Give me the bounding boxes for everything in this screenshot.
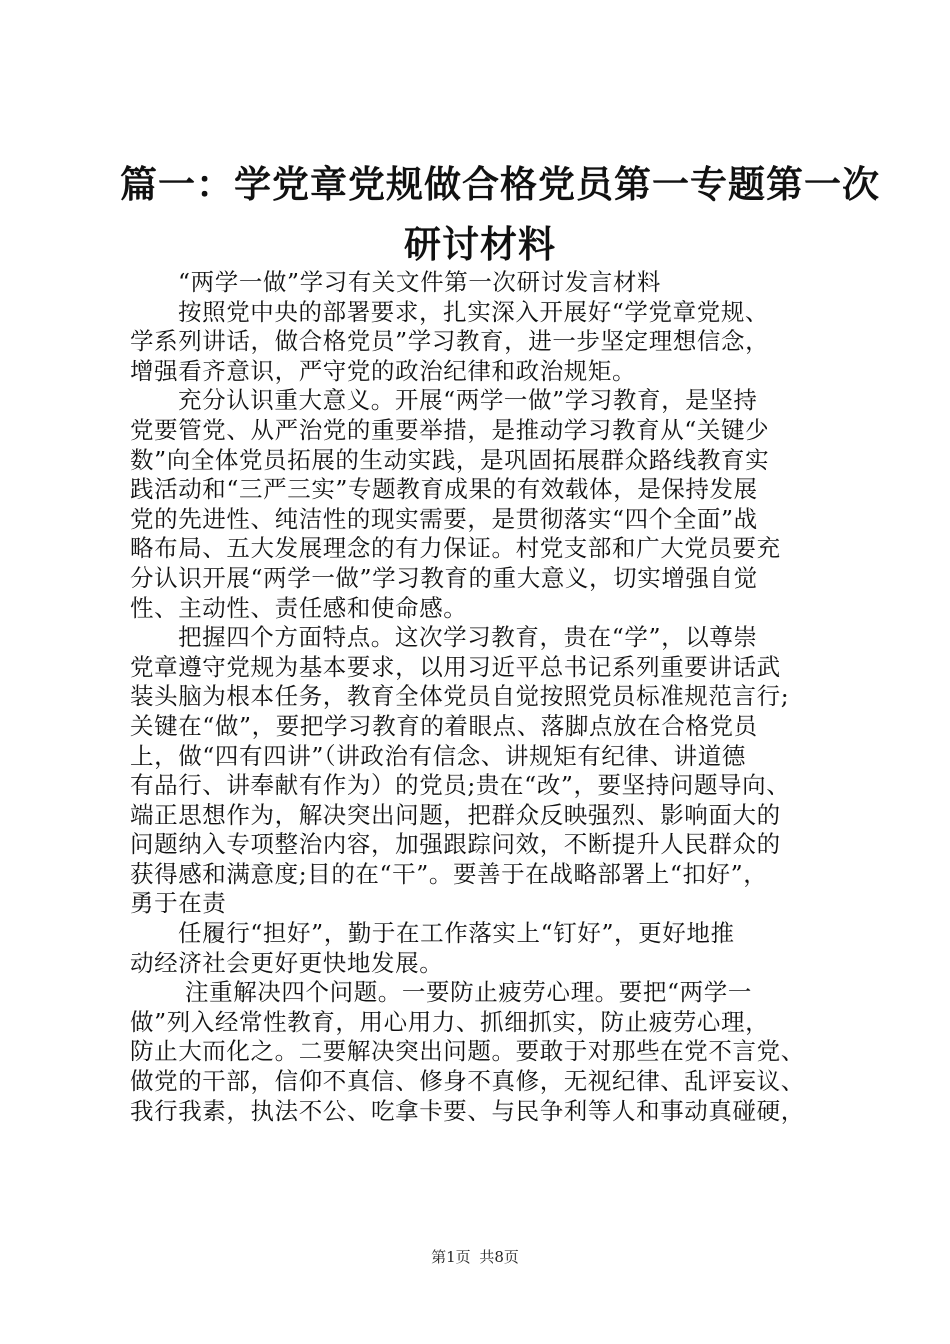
paragraph-line: 做”列入经常性教育，用心用力、抓细抓实，防止疲劳心理， [130, 1007, 770, 1036]
paragraph-line: 任履行“担好”，勤于在工作落实上“钉好”，更好地推 [178, 919, 735, 948]
document-title-line-1: 篇一：学党章党规做合格党员第一专题第一次 [120, 162, 880, 206]
paragraph-line: 关键在“做”，要把学习教育的着眼点、落脚点放在合格党员 [130, 711, 758, 740]
paragraph-line: 勇于在责 [130, 889, 227, 918]
page-number-footer: 第1页 共8页 [431, 1248, 519, 1266]
paragraph-line: 做党的干部，信仰不真信、修身不真修，无视纪律、乱评妄议、 [130, 1067, 805, 1096]
paragraph-line: 践活动和“三严三实”专题教育成果的有效载体，是保持发展 [130, 475, 758, 504]
paragraph-line: 获得感和满意度;目的在“干”。要善于在战略部署上“扣好”， [130, 859, 768, 888]
paragraph-line: 问题纳入专项整治内容，加强跟踪问效，不断提升人民群众的 [130, 830, 781, 859]
paragraph-line: 充分认识重大意义。开展“两学一做”学习教育，是坚持 [178, 386, 758, 415]
paragraph-line: 党章遵守党规为基本要求，以用习近平总书记系列重要讲话武 [130, 652, 781, 681]
subtitle-line: “两学一做”学习有关文件第一次研讨发言材料 [178, 268, 662, 296]
paragraph-line: 上，做“四有四讲”（讲政治有信念、讲规矩有纪律、讲道德 [130, 741, 746, 770]
paragraph-line: 防止大而化之。二要解决突出问题。要敢于对那些在党不言党、 [130, 1037, 805, 1066]
paragraph-line: 有品行、讲奉献有作为）的党员;贵在“改”，要坚持问题导向、 [130, 771, 791, 800]
paragraph-line: 注重解决四个问题。一要防止疲劳心理。要把“两学一 [185, 978, 752, 1007]
paragraph-line: 数”向全体党员拓展的生动实践，是巩固拓展群众路线教育实 [130, 445, 770, 474]
paragraph-line: 动经济社会更好更快地发展。 [130, 948, 444, 977]
paragraph-line: 增强看齐意识，严守党的政治纪律和政治规矩。 [130, 356, 637, 385]
document-title-line-2: 研讨材料 [404, 222, 556, 266]
paragraph-line: 党要管党、从严治党的重要举措，是推动学习教育从“关键少 [130, 415, 770, 444]
paragraph-line: 端正思想作为，解决突出问题，把群众反映强烈、影响面大的 [130, 800, 781, 829]
paragraph-line: 我行我素，执法不公、吃拿卡要、与民争利等人和事动真碰硬， [130, 1096, 805, 1125]
paragraph-line: 性、主动性、责任感和使命感。 [130, 593, 468, 622]
paragraph-line: 党的先进性、纯洁性的现实需要，是贯彻落实“四个全面”战 [130, 504, 758, 533]
paragraph-line: 学系列讲话，做合格党员”学习教育，进一步坚定理想信念， [130, 327, 770, 356]
paragraph-line: 把握四个方面特点。这次学习教育，贵在“学”，以尊崇 [178, 623, 758, 652]
paragraph-line: 装头脑为根本任务，教育全体党员自觉按照党员标准规范言行; [130, 682, 790, 711]
document-body [130, 268, 840, 1126]
paragraph-line: 按照党中央的部署要求，扎实深入开展好“学党章党规、 [178, 297, 770, 326]
paragraph-line: 分认识开展“两学一做”学习教育的重大意义，切实增强自觉 [130, 563, 758, 592]
paragraph-line: 略布局、五大发展理念的有力保证。村党支部和广大党员要充 [130, 534, 781, 563]
